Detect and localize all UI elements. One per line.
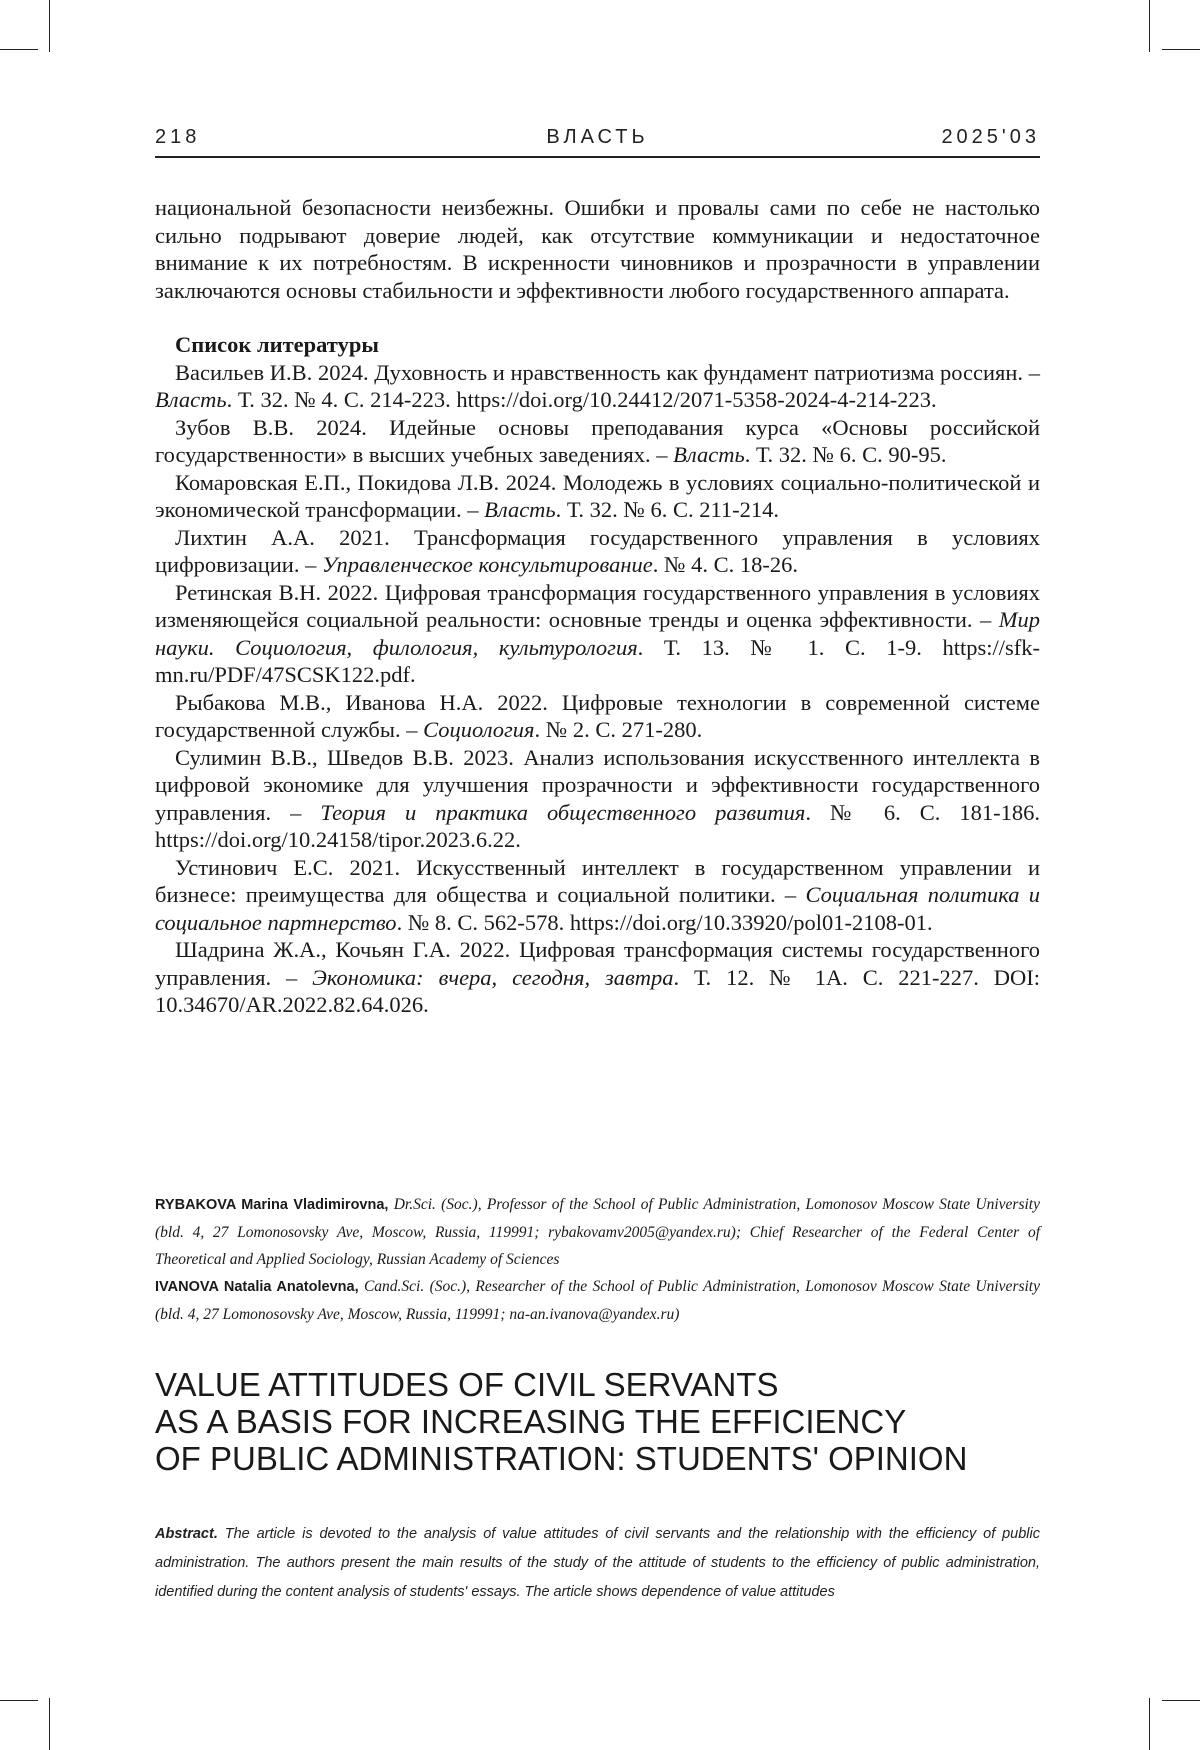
reference-item: Рыбакова М.В., Иванова Н.А. 2022. Цифровые технологии в современной системе государственной службы. – Социология. № 2. С. 271-280. — [155, 689, 1040, 744]
reference-item: Васильев И.В. 2024. Духовность и нравственность как фундамент патриотизма россиян. – Власть. Т. 32. № 4. С. 214-223. https://doi.org/10.24412/2071-5358-2024-4-214-223. — [155, 359, 1040, 414]
crop-mark — [49, 1698, 50, 1750]
author-entry: IVANOVA Natalia Anatolevna, Cand.Sci. (Soc.), Researcher of the School of Public Administration, Lomonosov Moscow State University (bld. 4, 27 Lomonosovsky Ave, Moscow, Russia, 119991; na-an.ivanova@yandex.ru) — [155, 1273, 1040, 1328]
crop-mark — [1162, 1700, 1200, 1701]
abstract-text: The article is devoted to the analysis of value attitudes of civil servants and the relationship with the efficiency of public administration. The authors present the main results of the study of the attitude of students to the efficiency of public administration, identified during the content analysis of students' essays. The article shows dependence of value attitudes — [155, 1526, 1040, 1600]
author-name: IVANOVA Natalia Anatolevna, — [155, 1279, 359, 1295]
author-name: RYBAKOVA Marina Vladimirovna, — [155, 1197, 388, 1213]
crop-mark — [1162, 49, 1200, 50]
crop-mark — [1149, 1698, 1150, 1750]
reference-item: Зубов В.В. 2024. Идейные основы преподавания курса «Основы российской государственности» в высших учебных заведениях. – Власть. Т. 32. № 6. С. 90-95. — [155, 414, 1040, 469]
reference-item: Ретинская В.Н. 2022. Цифровая трансформация государственного управления в условиях изменяющейся социальной реальности: основные тренды и оценка эффективности. – Мир науки. Социология, филология, культурология. Т. 13. № 1. С. 1-9. https://sfk-mn.ru/PDF/47SCSK122.pdf. — [155, 579, 1040, 689]
running-header — [155, 126, 1040, 158]
abstract-label: Abstract. — [155, 1526, 218, 1542]
author-info — [155, 1191, 1040, 1328]
crop-mark — [49, 0, 50, 52]
english-article-title — [155, 1366, 1055, 1477]
reference-item: Устинович Е.С. 2021. Искусственный интеллект в государственном управлении и бизнесе: преимущества для общества и социальной политики. – Социальная политика и социальное партнерство. № 8. С. 562-578. https://doi.org/10.33920/pol01-2108-01. — [155, 854, 1040, 937]
body-paragraph: национальной безопасности неизбежны. Ошибки и провалы сами по себе не настолько сильно подрывают доверие людей, как отсутствие коммуникации и недостаточное внимание к их потребностям. В искренности чиновников и прозрачности в управлении заключаются основы стабильности и эффективности любого государственного аппарата. — [155, 194, 1040, 304]
references-heading: Список литературы — [155, 331, 1040, 359]
issue-number: 2025'03 — [941, 126, 1040, 149]
reference-item: Лихтин А.А. 2021. Трансформация государственного управления в условиях цифровизации. – Управленческое консультирование. № 4. С. 18-26. — [155, 524, 1040, 579]
title-line: AS A BASIS FOR INCREASING THE EFFICIENCY — [155, 1403, 1055, 1440]
reference-item: Комаровская Е.П., Покидова Л.В. 2024. Молодежь в условиях социально-политической и экономической трансформации. – Власть. Т. 32. № 6. С. 211-214. — [155, 469, 1040, 524]
reference-item: Шадрина Ж.А., Кочьян Г.А. 2022. Цифровая трансформация системы государственного управления. – Экономика: вчера, сегодня, завтра. Т. 12. № 1А. С. 221-227. DOI: 10.34670/AR.2022.82.64.026. — [155, 936, 1040, 1019]
main-text — [155, 194, 1040, 1019]
abstract — [155, 1520, 1040, 1607]
crop-mark — [0, 1700, 38, 1701]
title-line: OF PUBLIC ADMINISTRATION: STUDENTS' OPINION — [155, 1440, 1055, 1477]
crop-mark — [1149, 0, 1150, 52]
title-line: VALUE ATTITUDES OF CIVIL SERVANTS — [155, 1366, 1055, 1403]
page-number: 218 — [155, 126, 200, 149]
reference-item: Сулимин В.В., Шведов В.В. 2023. Анализ использования искусственного интеллекта в цифровой экономике для улучшения прозрачности и эффективности государственного управления. – Теория и практика общественного развития. № 6. С. 181-186. https://doi.org/10.24158/tipor.2023.6.22. — [155, 744, 1040, 854]
reference-list — [155, 359, 1040, 1019]
journal-title: ВЛАСТЬ — [155, 126, 1040, 149]
crop-mark — [0, 49, 38, 50]
author-entry: RYBAKOVA Marina Vladimirovna, Dr.Sci. (Soc.), Professor of the School of Public Administration, Lomonosov Moscow State University (bld. 4, 27 Lomonosovsky Ave, Moscow, Russia, 119991; rybakovamv2005@yandex.ru); Chief Researcher of the Federal Center of Theoretical and Applied Sociology, Russian Academy of Sciences — [155, 1191, 1040, 1273]
